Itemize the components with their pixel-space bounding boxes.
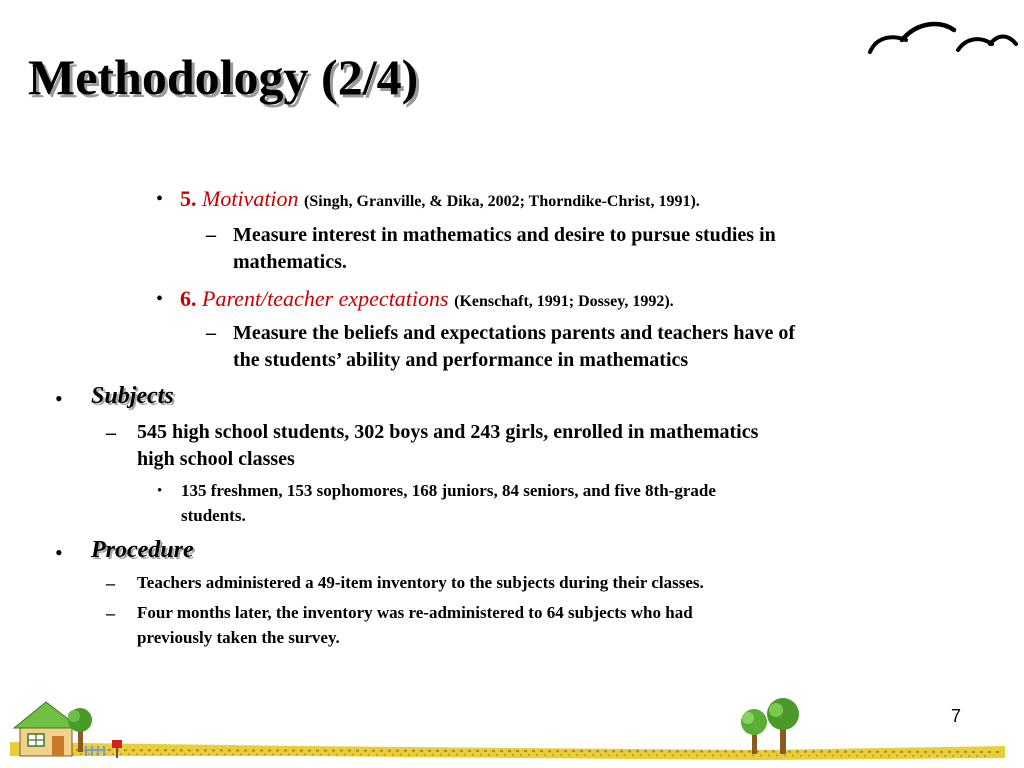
tree-icon [741,709,767,754]
dash-bullet: – [206,322,216,344]
expectations-detail-line2: the students’ ability and performance in mathematics [233,349,689,371]
dash-bullet: – [206,224,216,246]
expectations-item [180,286,674,312]
subjects-heading: Subjects [91,383,174,409]
page-number: 7 [951,706,962,726]
ground-decoration [0,690,1024,768]
bird-icon [958,39,992,50]
motivation-item [180,186,700,212]
bird-icon [902,24,954,40]
dash-bullet: – [106,573,115,593]
dash-bullet: – [106,422,116,444]
item-number: 6. [180,286,197,311]
bullet-dot: • [156,188,164,210]
item-label: Parent/teacher expectations [202,286,449,311]
tree-icon [767,698,799,754]
birds-decoration [862,10,1022,70]
procedure-step2-line2: previously taken the survey. [137,628,340,647]
citation: (Kenschaft, 1991; Dossey, 1992). [454,293,674,310]
bullet-dot: • [156,288,164,310]
house-icon [14,702,80,756]
motivation-detail-line2: mathematics. [233,251,347,273]
bullet-dot: • [55,386,63,411]
slide-title: Methodology (2/4) [28,49,419,105]
bird-icon [990,37,1016,45]
expectations-detail-line1: Measure the beliefs and expectations parents and teachers have of [233,322,795,344]
dash-bullet: – [106,603,115,623]
subjects-breakdown-line2: students. [181,506,246,525]
bullet-dot: • [157,483,163,499]
procedure-heading: Procedure [91,537,194,563]
citation: (Singh, Granville, & Dika, 2002; Thorndike-Christ, 1991). [304,193,700,210]
item-label: Motivation [202,186,299,211]
item-number: 5. [180,186,197,211]
motivation-detail-line1: Measure interest in mathematics and desire to pursue studies in [233,224,776,246]
subjects-breakdown-line1: 135 freshmen, 153 sophomores, 168 juniors, 84 seniors, and five 8th-grade [181,481,716,500]
subjects-summary-line2: high school classes [137,448,295,470]
procedure-step1: Teachers administered a 49-item inventory to the subjects during their classes. [137,573,704,592]
bullet-dot: • [55,540,63,565]
subjects-summary-line1: 545 high school students, 302 boys and 243 girls, enrolled in mathematics [137,421,759,443]
procedure-step2-line1: Four months later, the inventory was re-administered to 64 subjects who had [137,603,693,622]
